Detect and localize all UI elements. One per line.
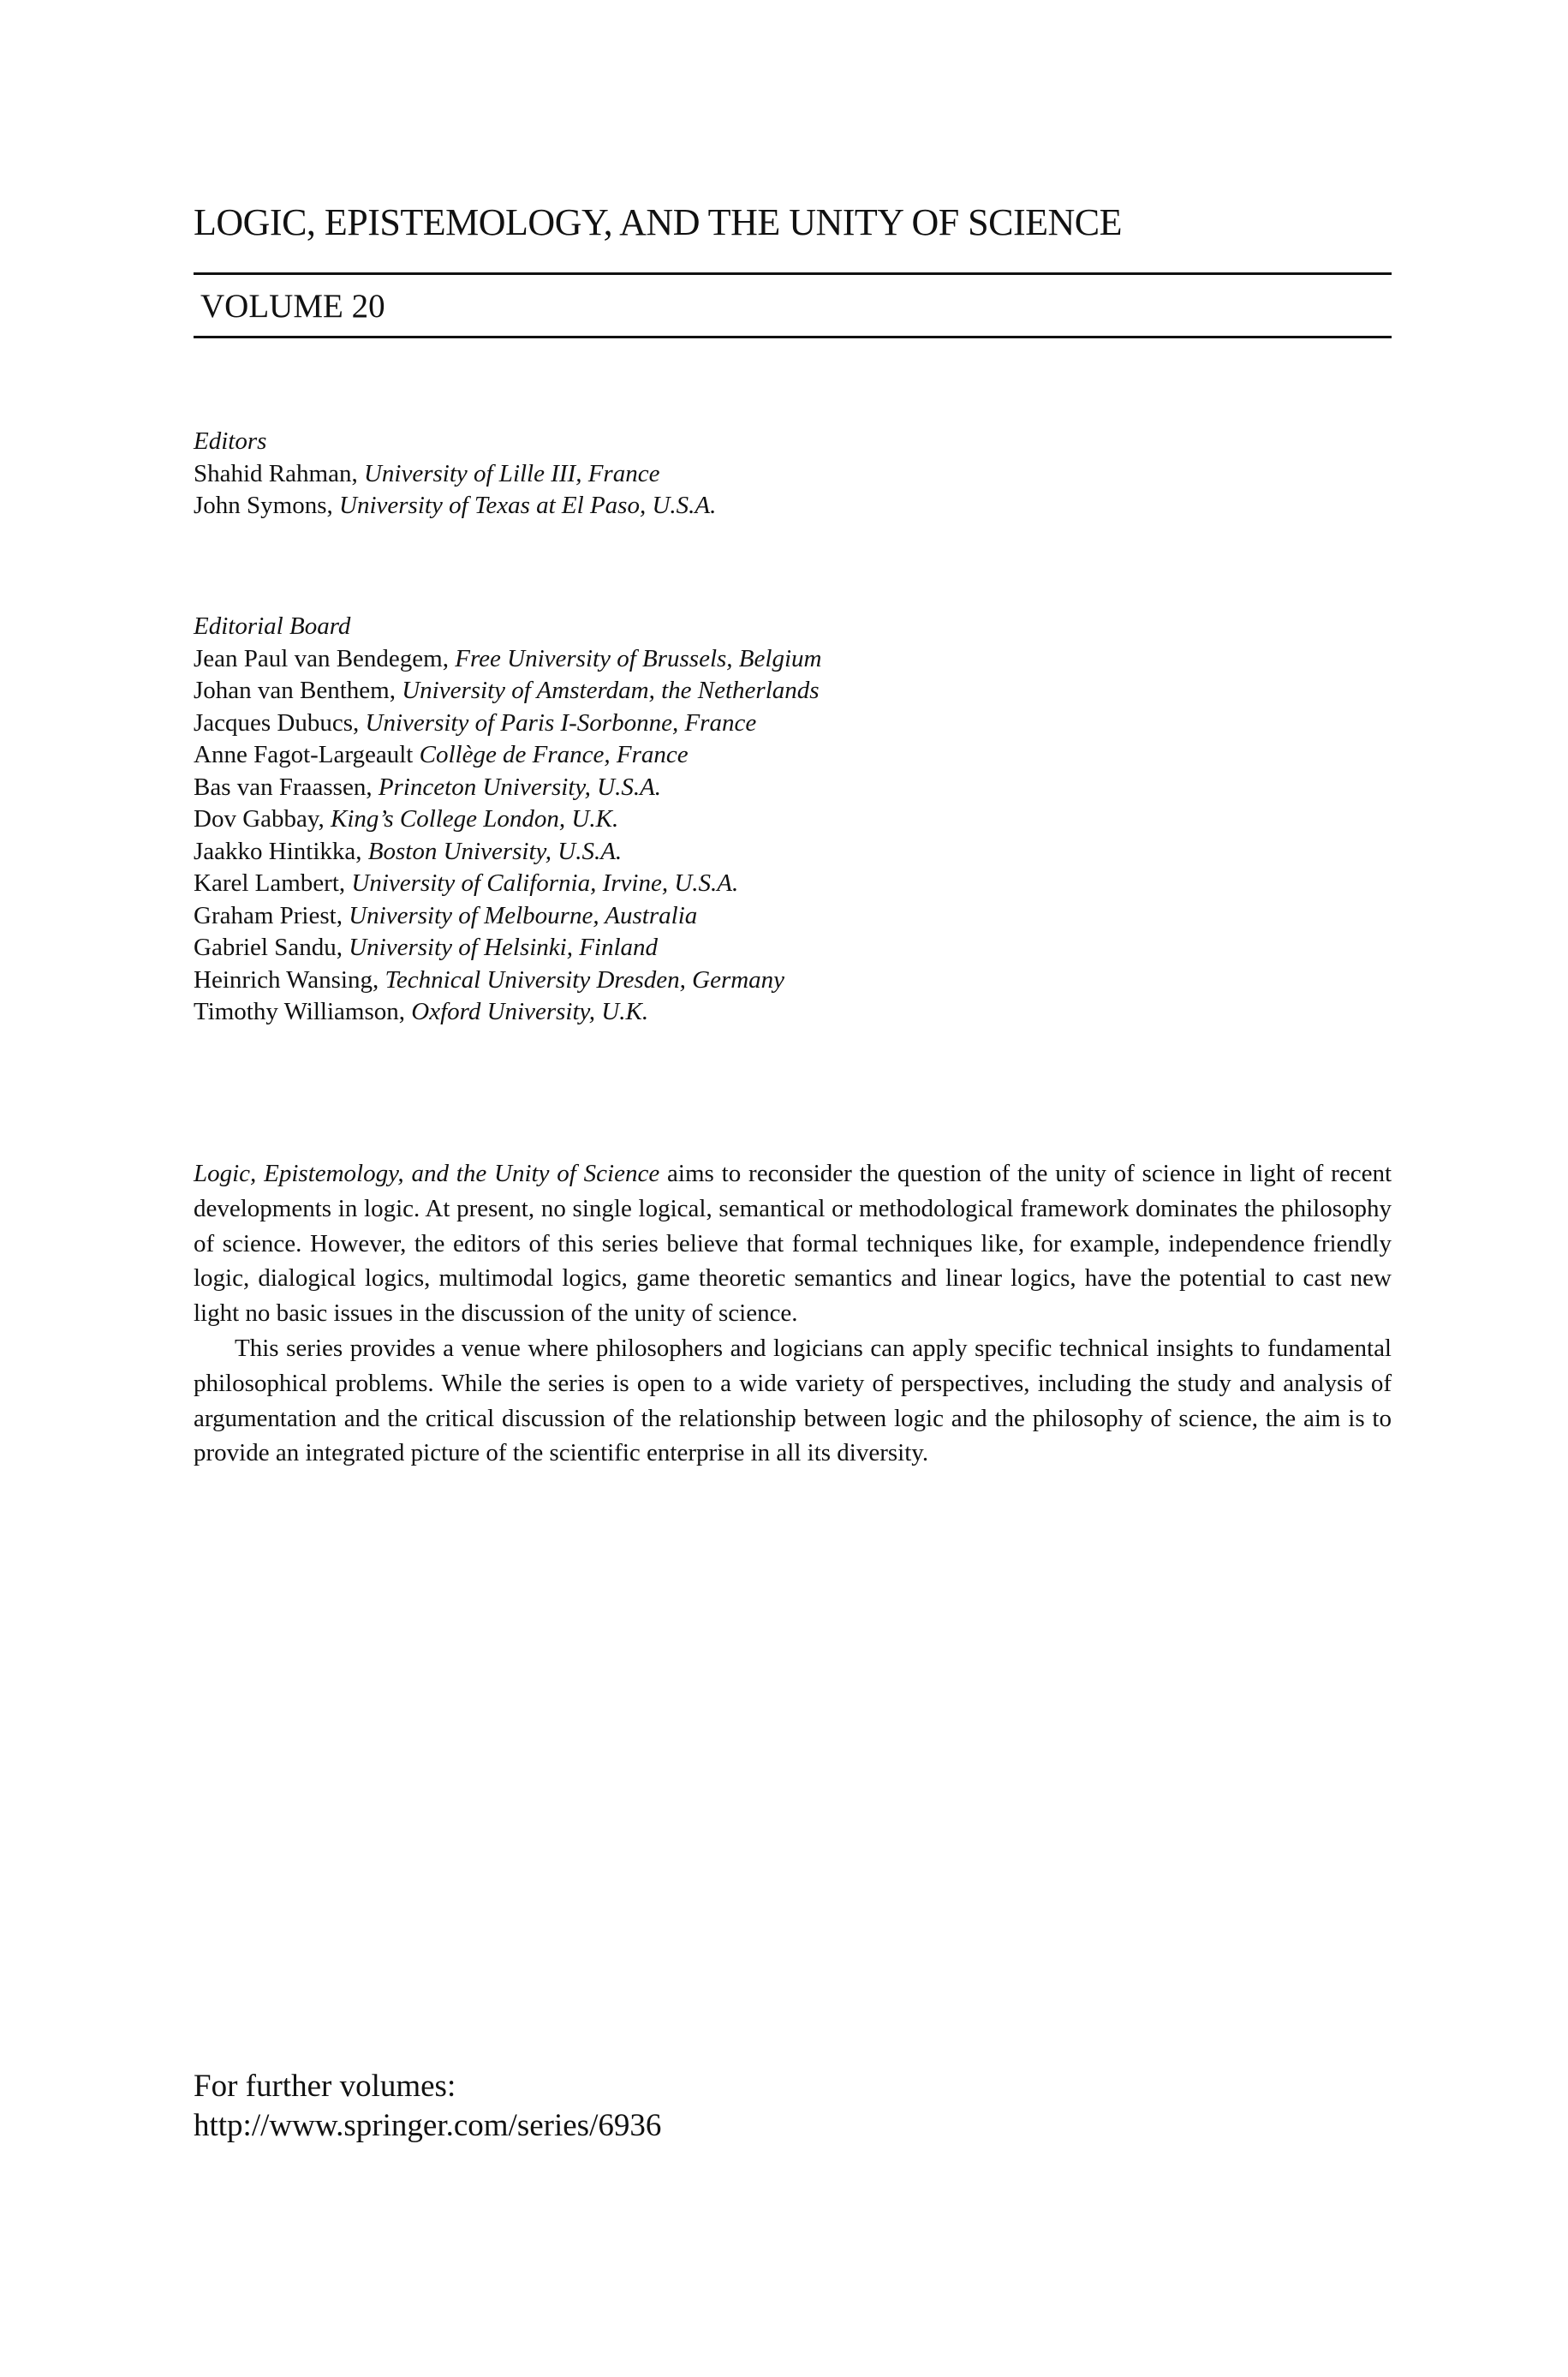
description-paragraph: This series provides a venue where philosophers and logicians can apply specific technical insights to fundamental philosophical problems. While the series is open to a wide variety of perspectives, including the study and analysis of argumentation and the critical discussion of the relationship between logic and the philosophy of science, the aim is to provide an integrated picture of the scientific enterprise in all its diversity. — [194, 1334, 1392, 1467]
further-volumes — [194, 2067, 661, 2146]
description-text: aims to reconsider the question of the unity of science in light of recent developments in logic. At present, no single logical, semantical or methodological framework dominates the philosophy of science. However, the editors of this series believe that formal techniques like, for example, independence friendly logic, dialogical logics, multimodal logics, game theoretic semantics and linear logics, have the potential to cast new light no basic issues in the discussion of the unity of science. — [194, 1160, 1392, 1328]
editor-affiliation: University of Texas at El Paso, U.S.A. — [339, 492, 717, 519]
board-member — [194, 965, 821, 997]
board-member-name: Timothy Williamson, — [194, 998, 405, 1025]
board-member-name: Karel Lambert, — [194, 869, 346, 897]
volume-number: VOLUME 20 — [200, 288, 385, 325]
board-member-affiliation: University of Melbourne, Australia — [349, 901, 698, 929]
board-member — [194, 739, 821, 772]
board-member-name: Dov Gabbay, — [194, 805, 325, 833]
board-member — [194, 932, 821, 965]
board-member-name: Heinrich Wansing, — [194, 965, 379, 994]
board-member — [194, 803, 821, 836]
board-member-name: Jean Paul van Bendegem, — [194, 644, 449, 672]
editor-name: John Symons, — [194, 492, 333, 519]
board-member — [194, 836, 821, 869]
board-member — [194, 772, 821, 804]
board-member — [194, 900, 821, 933]
board-member-affiliation: Princeton University, U.S.A. — [378, 773, 662, 801]
board-member-name: Jacques Dubucs, — [194, 708, 360, 737]
board-member-affiliation: University of Amsterdam, the Netherlands — [402, 677, 820, 704]
board-member-affiliation: University of California, Irvine, U.S.A. — [351, 869, 739, 897]
editorial-board-label: Editorial Board — [194, 612, 351, 640]
board-member-affiliation: Free University of Brussels, Belgium — [455, 644, 822, 672]
board-member — [194, 643, 821, 676]
editorial-board-section — [194, 611, 821, 1029]
board-member-name: Anne Fagot-Largeault — [194, 741, 414, 768]
series-name-italic: Logic, Epistemology, and the Unity of Science — [194, 1160, 660, 1187]
board-member-affiliation: University of Helsinki, Finland — [349, 934, 659, 961]
board-member-affiliation: King’s College London, U.K. — [331, 805, 619, 833]
editors-section — [194, 426, 716, 523]
board-member — [194, 675, 821, 708]
editor-affiliation: University of Lille III, France — [363, 459, 660, 487]
series-title: LOGIC, EPISTEMOLOGY, AND THE UNITY OF SCIENCE — [194, 201, 1123, 243]
board-member-affiliation: Oxford University, U.K. — [411, 998, 649, 1025]
volume-divider — [194, 336, 1392, 338]
board-member-name: Graham Priest, — [194, 901, 343, 929]
board-member-name: Johan van Benthem, — [194, 677, 396, 704]
board-member — [194, 996, 821, 1029]
board-member-affiliation: Collège de France, France — [419, 741, 689, 768]
board-member-name: Bas van Fraassen, — [194, 773, 373, 801]
board-member-affiliation: University of Paris I-Sorbonne, France — [365, 708, 757, 737]
editors-label: Editors — [194, 427, 267, 455]
description-paragraph — [194, 1156, 1392, 1331]
editor-entry — [194, 490, 716, 523]
further-volumes-label: For further volumes: — [194, 2069, 456, 2104]
board-member-name: Gabriel Sandu, — [194, 934, 343, 961]
board-member-affiliation: Technical University Dresden, Germany — [385, 965, 785, 994]
board-member-affiliation: Boston University, U.S.A. — [367, 837, 623, 865]
series-url: http://www.springer.com/series/6936 — [194, 2108, 662, 2143]
title-divider — [194, 272, 1392, 275]
editor-name: Shahid Rahman, — [194, 459, 358, 487]
editor-entry — [194, 458, 716, 491]
board-member — [194, 708, 821, 740]
board-member-name: Jaakko Hintikka, — [194, 837, 362, 865]
board-member — [194, 868, 821, 900]
series-description — [194, 1156, 1392, 1471]
